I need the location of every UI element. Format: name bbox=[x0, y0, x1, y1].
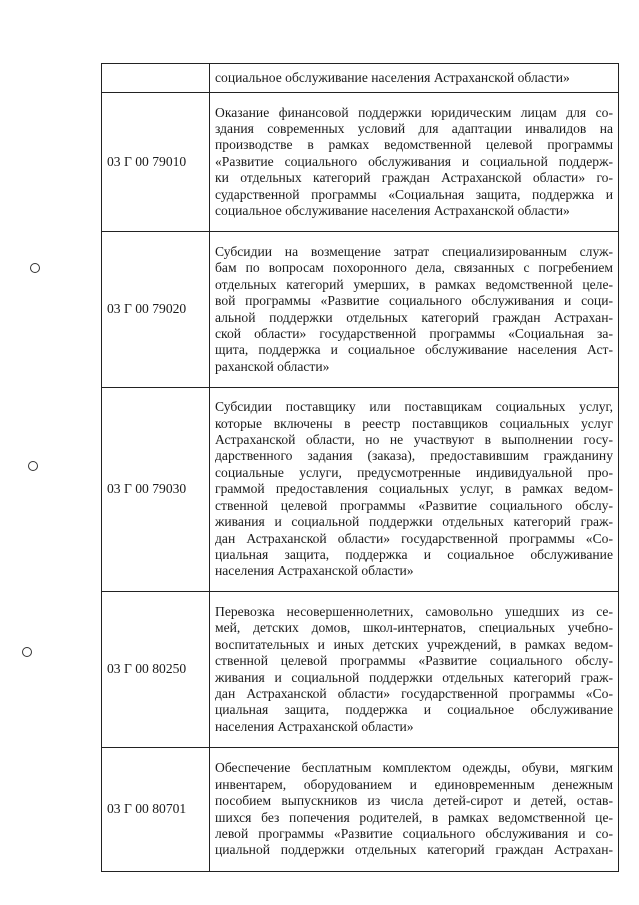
punch-hole-mark bbox=[22, 647, 32, 657]
expense-description bbox=[210, 64, 619, 93]
table-row bbox=[102, 93, 619, 232]
description-line: циальная защита, поддержка и социальное обслуживание bbox=[215, 546, 613, 562]
description-line: дан Астраханской области» государственной программы «Со- bbox=[215, 530, 613, 546]
description-line: пособием выпускников из числа детей-сирот и детей, остав- bbox=[215, 793, 613, 809]
classification-code bbox=[102, 64, 210, 93]
description-line: вой программы «Развитие социального обслуживания и соци- bbox=[215, 293, 613, 309]
description-line: Обеспечение бесплатным комплектом одежды, обуви, мягким bbox=[215, 760, 613, 776]
description-line: Субсидии на возмещение затрат специализированным служ- bbox=[215, 243, 613, 259]
description-line: левой программы «Развитие социального обслуживания и со- bbox=[215, 825, 613, 841]
classification-code: 03 Г 00 80701 bbox=[102, 748, 210, 872]
punch-hole-mark bbox=[28, 461, 38, 471]
description-line: которые включены в реестр поставщиков социальных услуг bbox=[215, 415, 613, 431]
description-line: сударственной программы «Социальная защита, поддержка и bbox=[215, 186, 613, 202]
budget-classification-table bbox=[101, 63, 619, 872]
description-line: Оказание финансовой поддержки юридическим лицам для со- bbox=[215, 104, 613, 120]
expense-description bbox=[210, 388, 619, 592]
description-line: Астраханской области, но не участвуют в выполнении госу- bbox=[215, 432, 613, 448]
expense-description bbox=[210, 748, 619, 872]
table-row bbox=[102, 388, 619, 592]
description-line: циальной поддержки отдельных категорий граждан Астрахан- bbox=[215, 842, 613, 858]
description-line: отдельных категорий умерших, в рамках ведомственной целе- bbox=[215, 276, 613, 292]
classification-code: 03 Г 00 79020 bbox=[102, 232, 210, 388]
table-row bbox=[102, 748, 619, 872]
description-line: производстве в рамках ведомственной целевой программы bbox=[215, 137, 613, 153]
expense-description bbox=[210, 232, 619, 388]
description-line: живания и социальной поддержки отдельных категорий граж- bbox=[215, 669, 613, 685]
description-line: населения Астраханской области» bbox=[215, 563, 414, 579]
description-line: здания современных условий для адаптации инвалидов на bbox=[215, 120, 613, 136]
table-row bbox=[102, 592, 619, 748]
description-line: шихся без попечения родителей, в рамках ведомственной це- bbox=[215, 809, 613, 825]
table-row bbox=[102, 232, 619, 388]
description-line: циальная защита, поддержка и социальное обслуживание bbox=[215, 702, 613, 718]
table-row bbox=[102, 64, 619, 93]
description-line: ственной целевой программы «Развитие социального обслу- bbox=[215, 653, 613, 669]
description-line: ской области» государственной программы «Социальная за- bbox=[215, 325, 613, 341]
classification-code: 03 Г 00 80250 bbox=[102, 592, 210, 748]
description-line: дан Астраханской области» государственной программы «Со- bbox=[215, 685, 613, 701]
classification-code: 03 Г 00 79030 bbox=[102, 388, 210, 592]
punch-hole-mark bbox=[30, 263, 40, 273]
description-line: Перевозка несовершеннолетних, самовольно ушедших из се- bbox=[215, 603, 613, 619]
description-line: инвентарем, оборудованием и единовременным денежным bbox=[215, 776, 613, 792]
description-line: «Развитие социального обслуживания и социальной поддерж- bbox=[215, 153, 613, 169]
description-line: дарственного задания (заказа), предоставившим гражданину bbox=[215, 448, 613, 464]
expense-description bbox=[210, 592, 619, 748]
description-line: альной поддержки отдельных категорий граждан Астрахан- bbox=[215, 309, 613, 325]
description-line: бам по вопросам похоронного дела, связанных с погребением bbox=[215, 260, 613, 276]
description-line: социальные услуги, предусмотренные индивидуальной про- bbox=[215, 464, 613, 480]
description-line: ки отдельных категорий граждан Астраханской области» го- bbox=[215, 170, 613, 186]
classification-code: 03 Г 00 79010 bbox=[102, 93, 210, 232]
description-line: Субсидии поставщику или поставщикам социальных услуг, bbox=[215, 399, 613, 415]
expense-description bbox=[210, 93, 619, 232]
description-line: живания и социальной поддержки отдельных категорий граж- bbox=[215, 514, 613, 530]
description-line: населения Астраханской области» bbox=[215, 718, 414, 734]
description-line: граммой предоставления социальных услуг, в рамках ведом- bbox=[215, 481, 613, 497]
description-line: воспитательных и иных детских учреждений, в рамках ведом- bbox=[215, 636, 613, 652]
description-line: социальное обслуживание населения Астраханской области» bbox=[215, 69, 570, 85]
description-line: мей, детских домов, школ-интернатов, специальных учебно- bbox=[215, 620, 613, 636]
description-line: ственной целевой программы «Развитие социального обслу- bbox=[215, 497, 613, 513]
description-line: социальное обслуживание населения Астраханской области» bbox=[215, 203, 570, 219]
description-line: щита, поддержка и социальное обслуживание населения Аст- bbox=[215, 342, 613, 358]
description-line: раханской области» bbox=[215, 358, 330, 374]
